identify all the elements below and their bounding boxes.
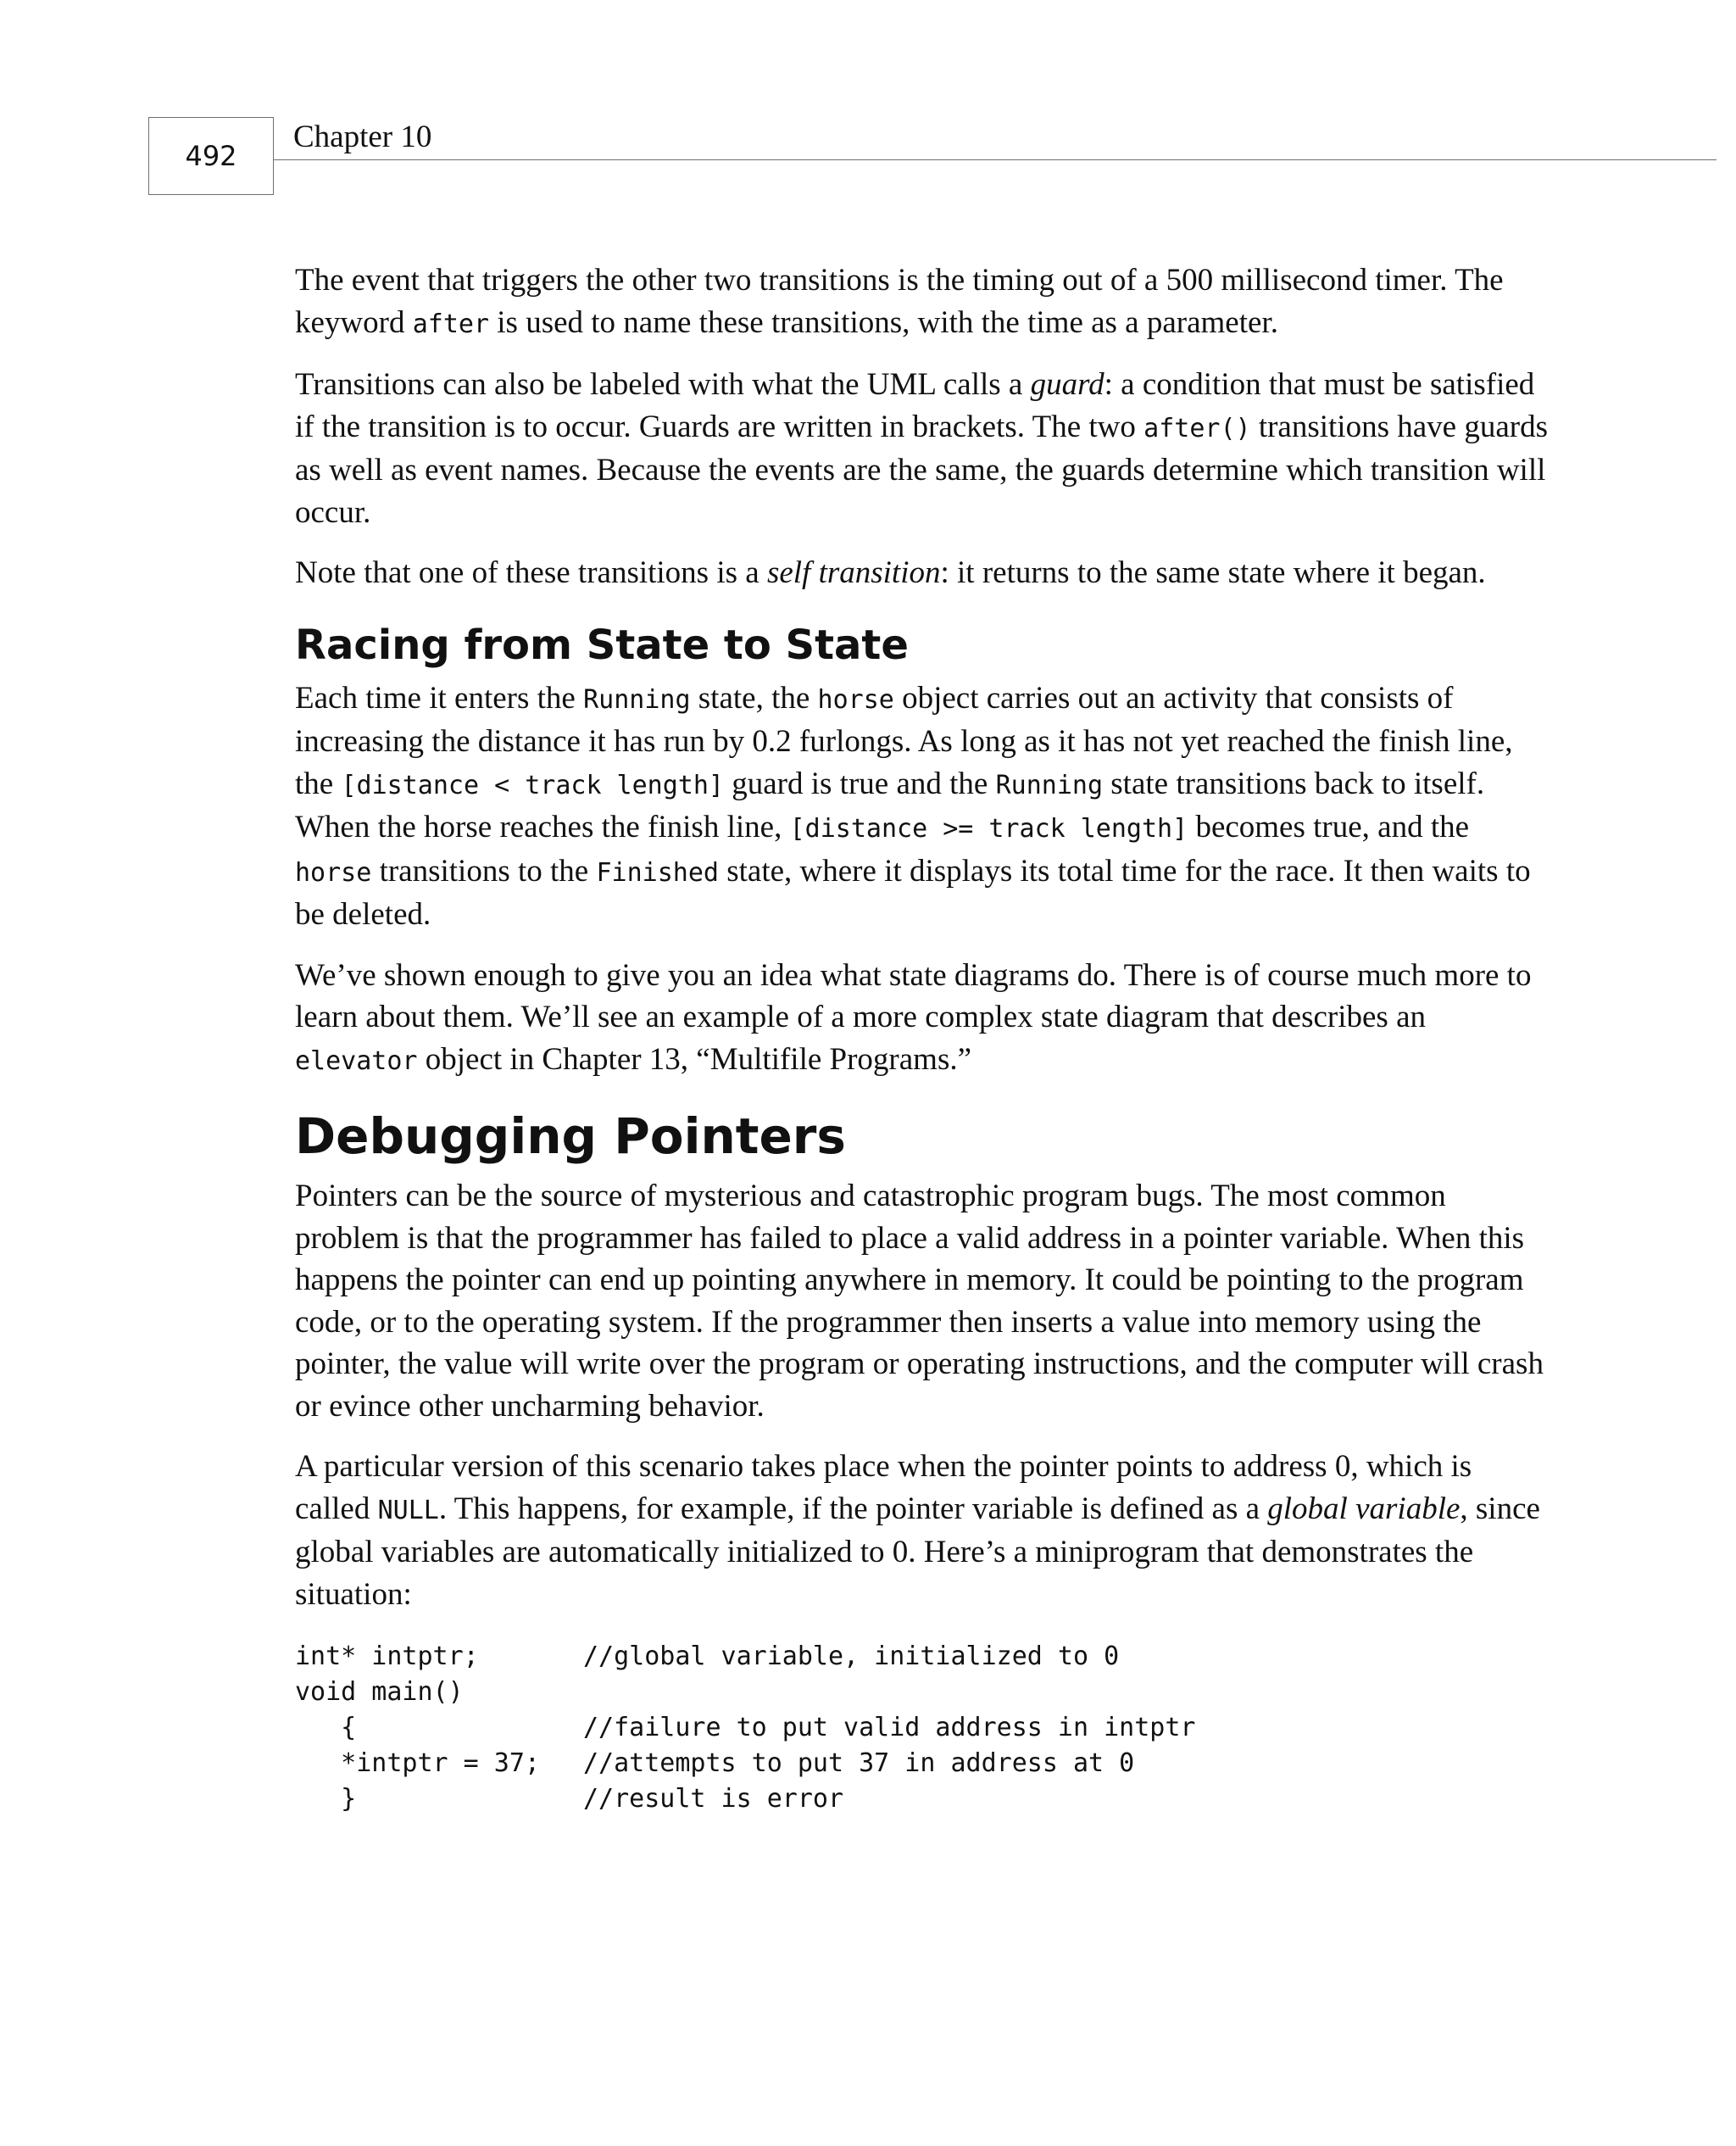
code-line: int* intptr; //global variable, initialized to 0 bbox=[295, 1642, 1120, 1671]
section-heading-racing: Racing from State to State bbox=[295, 621, 909, 669]
inline-code: [distance < track length] bbox=[341, 770, 724, 800]
inline-code: Running bbox=[583, 684, 691, 715]
paragraph-null-pointer: A particular version of this scenario takes place when the pointer points to address 0, which is called NULL. This happens, for example, if the pointer variable is defined as a global variable, since global variables are automatically initialized to 0. Here’s a miniprogram that demonstrates the situation: bbox=[295, 1449, 1540, 1612]
paragraph-running-state: Each time it enters the Running state, the horse object carries out an activity that consists of increasing the distance it has run by 0.2 furlongs. As long as it has not yet reached the finish line, the [distance < track length] guard is true and the Running state transitions back to itself. When the horse reaches the finish line, [distance >= track length] becomes true, and the horse transitions to the Finished state, where it displays its total time for the race. It then waits to be deleted. bbox=[295, 680, 1531, 932]
inline-code: after() bbox=[1143, 413, 1251, 443]
inline-code: after bbox=[412, 309, 490, 339]
code-listing bbox=[295, 1639, 1550, 1817]
page-body bbox=[295, 259, 1550, 1817]
paragraph-self-transition: Note that one of these transitions is a self transition: it returns to the same state where it began. bbox=[295, 555, 1486, 590]
paragraph-pointer-bugs: Pointers can be the source of mysterious and catastrophic program bugs. The most common problem is that the programmer has failed to place a valid address in a pointer variable. When this happens the pointer can end up pointing anywhere in memory. It could be pointing to the program code, or to the operating system. If the programmer then inserts a value into memory using the pointer, the value will write over the program or operating instructions, and the computer will crash or evince other uncharming behavior. bbox=[295, 1179, 1544, 1424]
paragraph-guards: Transitions can also be labeled with what the UML calls a guard: a condition that must be satisfied if the transition is to occur. Guards are written in brackets. The two after() transitions have guards as well as event names. Because the events are the same, the guards determine which transition will occur. bbox=[295, 367, 1548, 530]
code-line: { //failure to put valid address in intptr bbox=[295, 1713, 1196, 1742]
inline-code: NULL bbox=[377, 1495, 439, 1525]
paragraph-state-diagrams: We’ve shown enough to give you an idea what state diagrams do. There is of course much more to learn about them. We’ll see an example of a more complex state diagram that describes an elevator object in Chapter 13, “Multifile Programs.” bbox=[295, 957, 1532, 1077]
emphasis: global variable bbox=[1267, 1491, 1461, 1526]
code-line: void main() bbox=[295, 1677, 464, 1707]
inline-code: [distance >= track length] bbox=[789, 814, 1188, 844]
inline-code: elevator bbox=[295, 1045, 418, 1076]
code-line: *intptr = 37; //attempts to put 37 in address at 0 bbox=[295, 1748, 1135, 1778]
inline-code: horse bbox=[817, 684, 894, 715]
emphasis: guard bbox=[1030, 367, 1104, 402]
paragraph-timer-transitions: The event that triggers the other two transitions is the timing out of a 500 millisecond timer. The keyword after is used to name these transitions, with the time as a parameter. bbox=[295, 263, 1504, 340]
inline-code: Running bbox=[995, 770, 1104, 800]
header-rule bbox=[274, 159, 1717, 160]
inline-code: horse bbox=[295, 857, 372, 888]
emphasis: self transition bbox=[766, 555, 941, 590]
page-number: 492 bbox=[148, 117, 274, 195]
code-line: } //result is error bbox=[295, 1784, 844, 1814]
section-heading-debugging: Debugging Pointers bbox=[295, 1107, 846, 1165]
chapter-label: Chapter 10 bbox=[293, 120, 432, 154]
inline-code: Finished bbox=[596, 857, 719, 888]
